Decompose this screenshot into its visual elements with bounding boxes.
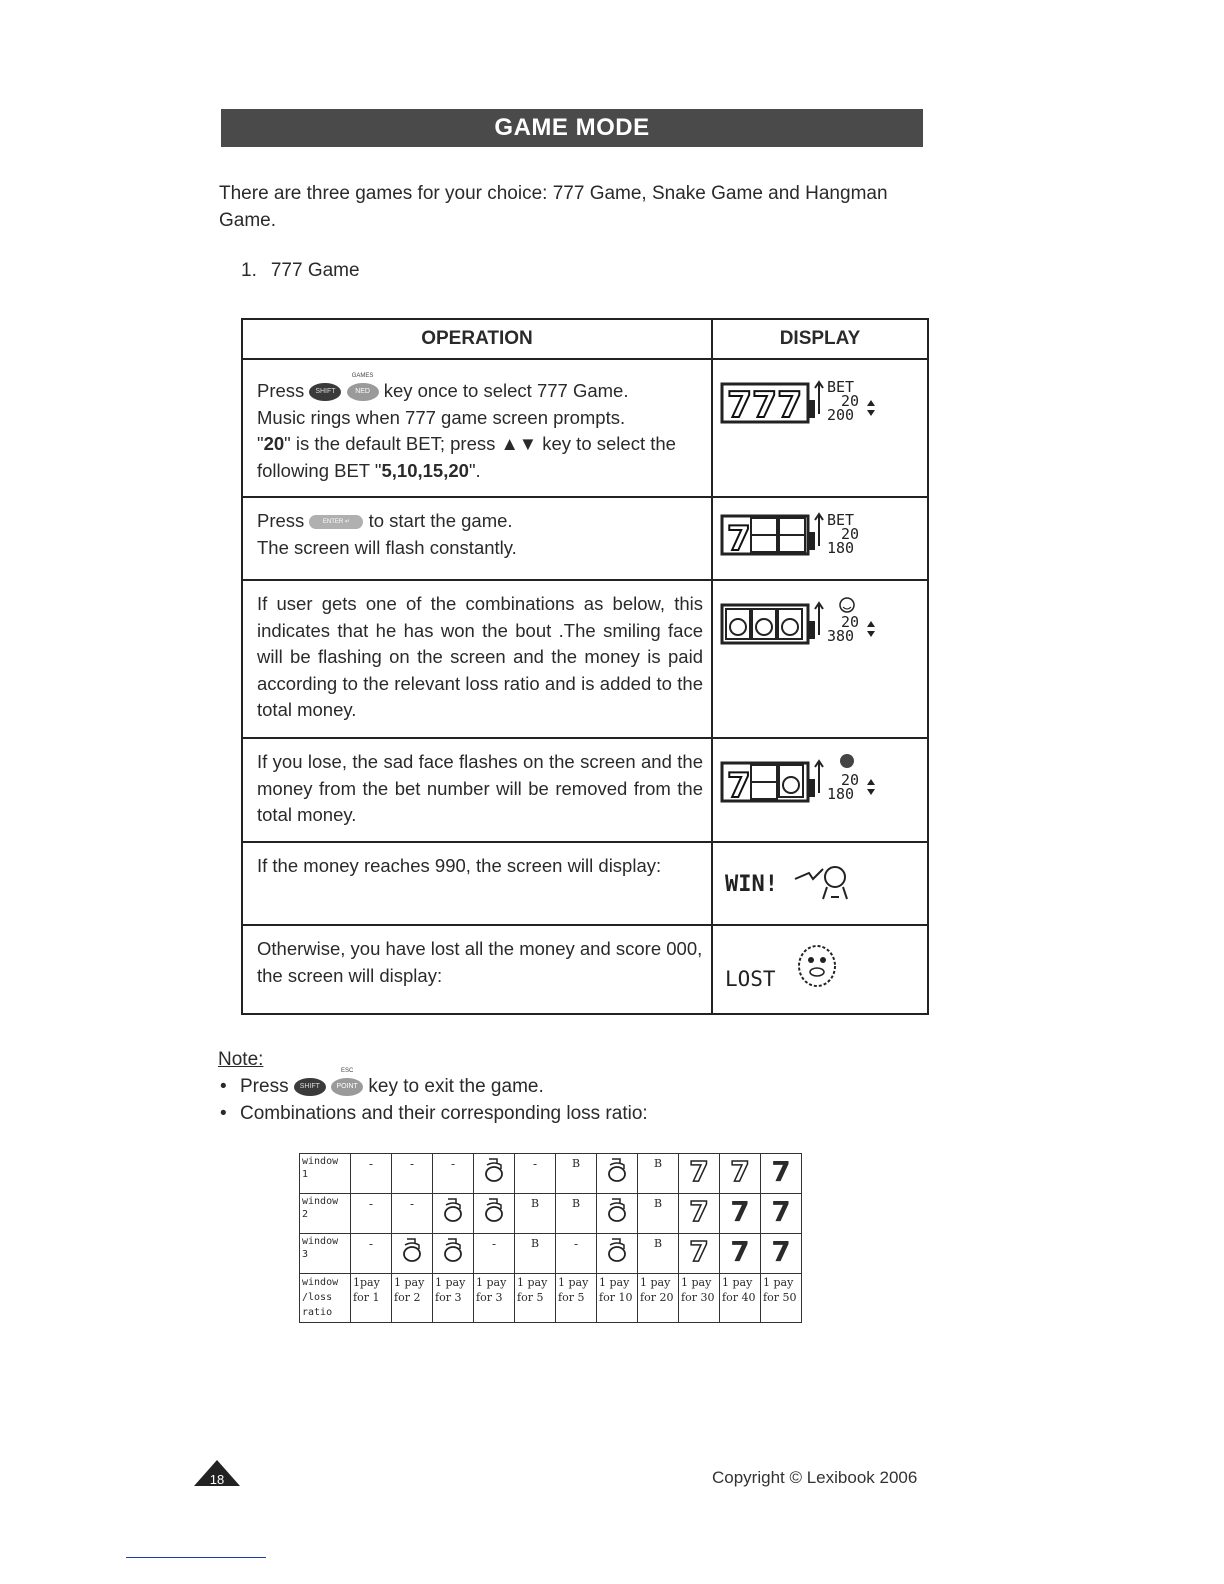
operation-cell: Press ENTER ↵ to start the game. The screen will flash constantly. [242,497,712,580]
seven-symbol: 7 [689,1235,709,1268]
svg-text:777: 777 [727,385,803,426]
display-cell [712,359,928,497]
seven-symbol: 7 [771,1195,791,1228]
table-row [242,359,928,497]
table-cell [392,1154,433,1194]
table-row [242,842,928,925]
section-heading [241,260,360,282]
bell-icon [606,1155,628,1183]
seven-symbol: 7 [771,1235,791,1268]
lcd-777-screen-icon [719,370,919,430]
table-cell [474,1234,515,1274]
table-cell [720,1234,761,1274]
seven-symbol: 7 [689,1155,709,1188]
display-cell [712,580,928,738]
row-header: window 1 [300,1154,351,1194]
sad-face-icon [840,754,854,768]
svg-text:7: 7 [727,519,751,559]
table-cell [638,1154,679,1194]
table-cell [679,1194,720,1234]
table-cell [556,1194,597,1234]
svg-text:20: 20 [841,525,860,543]
table-cell [720,1194,761,1234]
row-header: window /loss ratio [300,1274,351,1323]
page-number-badge [192,1458,242,1488]
pay-ratio-cell: 1 pay for 3 [474,1274,515,1323]
row-header: window 2 [300,1194,351,1234]
any-symbol: - [450,1157,456,1171]
bell-icon [483,1195,505,1223]
pay-ratio-cell: 1 pay for 20 [638,1274,679,1323]
bell-icon [483,1155,505,1183]
operation-cell: Otherwise, you have lost all the money and score 000, the screen will display: [242,925,712,1014]
section-title: 777 Game [270,260,360,281]
table-cell [474,1154,515,1194]
svg-text:180: 180 [827,785,855,803]
svg-text:BET: BET [827,511,855,529]
table-cell [351,1234,392,1274]
bell-icon [442,1195,464,1223]
footer-rule [126,1557,266,1558]
svg-text:20: 20 [841,613,860,631]
page-title: GAME MODE [221,109,923,147]
smiling-face-icon [840,598,854,612]
svg-text:18: 18 [209,1472,225,1487]
bell-icon [401,1235,423,1263]
cheering-figure-icon [825,867,845,887]
svg-text:LOST: LOST [725,967,776,991]
svg-text:20: 20 [841,392,860,410]
loss-ratio-table [299,1153,802,1323]
svg-text:WIN!: WIN! [725,872,778,897]
bell-icon [606,1235,628,1263]
pay-ratio-cell: 1 pay for 3 [433,1274,474,1323]
any-symbol: - [532,1157,538,1171]
seven-symbol: 7 [730,1155,750,1188]
table-row [242,925,928,1014]
intro-paragraph: There are three games for your choice: 777 Game, Snake Game and Hangman Game. [219,183,888,231]
table-header [242,319,928,359]
table-cell [597,1194,638,1234]
shift-key-icon: SHIFT [309,383,341,401]
bar-symbol: B [530,1197,540,1210]
table-cell [515,1194,556,1234]
table-cell [761,1194,802,1234]
display-cell [712,738,928,842]
bar-symbol: B [571,1157,581,1170]
table-cell [433,1234,474,1274]
any-symbol: - [491,1237,497,1251]
bar-symbol: B [653,1157,663,1170]
shift-key-icon: SHIFT [294,1078,326,1096]
table-cell [474,1194,515,1234]
svg-text:20: 20 [841,771,860,789]
bar-symbol: B [571,1197,581,1210]
operation-header: OPERATION [242,319,712,359]
bar-symbol: B [530,1237,540,1250]
enter-key-icon: ENTER ↵ [309,515,363,529]
table-row [242,497,928,580]
bell-icon [442,1235,464,1263]
table-cell [679,1154,720,1194]
seven-symbol: 7 [730,1235,750,1268]
bar-symbol: B [653,1197,663,1210]
display-cell [712,925,928,1014]
table-cell [392,1194,433,1234]
table-row [242,580,928,738]
pay-ratio-cell: 1 pay for 5 [515,1274,556,1323]
ned-key-icon: GAMES NED [347,383,379,401]
table-row [300,1274,802,1323]
svg-text:7: 7 [727,766,751,806]
operation-cell: If user gets one of the combinations as below, this indicates that he has won the bout .The smiling face will be flashing on the screen and the money is paid according to the relevant loss ratio and is added to the total money. [242,580,712,738]
operation-cell: If you lose, the sad face flashes on the screen and the money from the bet number will be removed from the total money. [242,738,712,842]
table-cell [638,1234,679,1274]
note-section [218,1046,648,1127]
table-cell [761,1154,802,1194]
table-cell [351,1154,392,1194]
table-cell [351,1194,392,1234]
note-title: Note: [218,1049,264,1070]
crying-figure-icon [799,946,835,986]
svg-text:200: 200 [827,406,855,424]
pay-ratio-cell: 1 pay for 10 [597,1274,638,1323]
any-symbol: - [368,1237,374,1251]
table-cell [679,1234,720,1274]
table-cell [761,1234,802,1274]
any-symbol: - [368,1157,374,1171]
row-header: window 3 [300,1234,351,1274]
list-item: • Combinations and their corresponding loss ratio: [218,1100,648,1127]
list-item: • Press SHIFT ESC POINT key to exit the game. [218,1073,648,1100]
pay-ratio-cell: 1 pay for 5 [556,1274,597,1323]
display-header: DISPLAY [712,319,928,359]
operation-table [241,318,929,1015]
section-number: 1. [241,260,257,281]
table-cell [433,1154,474,1194]
display-cell [712,842,928,925]
copyright-text: Copyright © Lexibook 2006 [712,1468,918,1487]
any-symbol: - [368,1197,374,1211]
svg-text:BET: BET [827,378,855,396]
table-row [300,1154,802,1194]
operation-cell: If the money reaches 990, the screen will display: [242,842,712,925]
display-cell [712,497,928,580]
pay-ratio-cell: 1 pay for 40 [720,1274,761,1323]
table-cell [597,1234,638,1274]
table-row [300,1194,802,1234]
table-cell [392,1234,433,1274]
seven-symbol: 7 [689,1195,709,1228]
pay-ratio-cell: 1 pay for 2 [392,1274,433,1323]
operation-cell: Press SHIFT GAMES NED key once to select 777 Game. Music rings when 777 game screen prompts. "20" is the default BET; press ▲▼ key to select the following BET "5,10,15,20". [242,359,712,497]
seven-symbol: 7 [730,1195,750,1228]
point-key-icon: ESC POINT [331,1078,363,1096]
table-cell [638,1194,679,1234]
bell-icon [606,1195,628,1223]
table-cell [515,1234,556,1274]
table-cell [720,1154,761,1194]
table-cell [515,1154,556,1194]
lcd-win-bout-screen-icon [719,591,919,651]
pay-ratio-cell: 1 pay for 30 [679,1274,720,1323]
table-row [242,738,928,842]
table-cell [556,1154,597,1194]
lcd-lose-bout-screen-icon [719,749,919,809]
lcd-win-screen-icon [719,853,919,909]
table-cell [597,1154,638,1194]
pay-ratio-cell: 1 pay for 50 [761,1274,802,1323]
lcd-lost-screen-icon [719,936,919,998]
table-row [300,1234,802,1274]
table-cell [433,1194,474,1234]
pay-ratio-cell: 1pay for 1 [351,1274,392,1323]
bar-symbol: B [653,1237,663,1250]
any-symbol: - [409,1197,415,1211]
svg-text:180: 180 [827,539,855,557]
seven-symbol: 7 [771,1155,791,1188]
any-symbol: - [409,1157,415,1171]
lcd-spinning-screen-icon [719,508,919,564]
any-symbol: - [573,1237,579,1251]
svg-text:380: 380 [827,627,855,645]
table-cell [556,1234,597,1274]
